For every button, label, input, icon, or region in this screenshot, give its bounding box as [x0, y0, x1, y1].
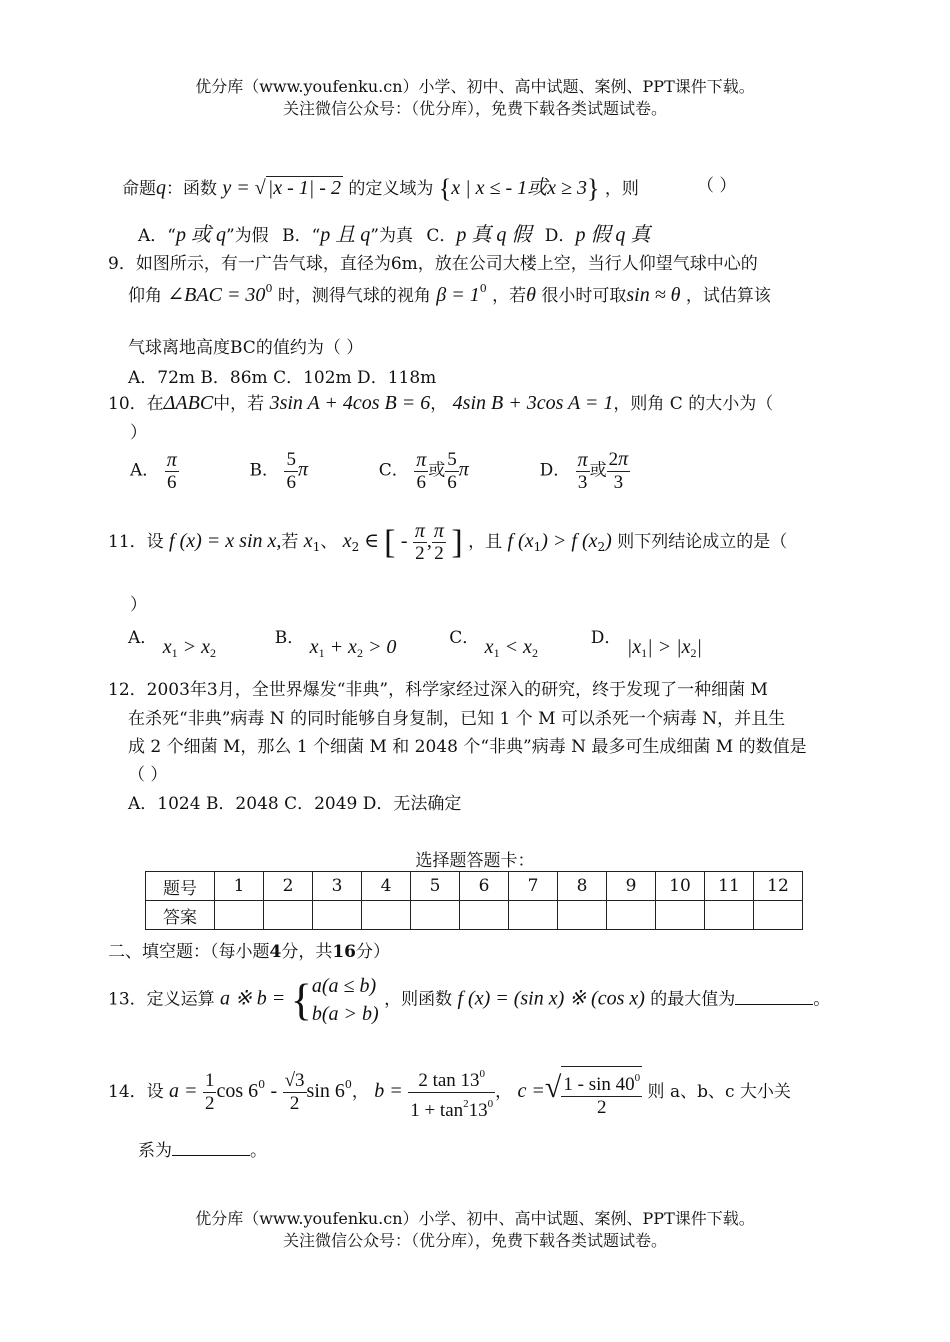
question-10-line-1: 10．在ΔABC中，若 3sin A + 4cos B = 6， 4sin B + 3cos A = 1，则角 C 的大小为（	[108, 392, 774, 414]
question-9-line-1: 9．如图所示，有一广告气球，直径为6m，放在公司大楼上空，当行人仰望气球中心的	[108, 254, 758, 274]
answer-cell[interactable]	[607, 901, 656, 930]
option-d-label: D．	[539, 460, 571, 481]
answer-card-number: 9	[607, 872, 656, 901]
section-2-heading: 二、填空题：（每小题4分，共16分）	[108, 942, 391, 962]
question-9-line-2: 仰角 ∠BAC = $30^0$ 时，测得气球的视角 $\beta = 1^0$ ，若θ 很小时可取sin ≈ θ ，试估算该	[128, 282, 771, 306]
answer-cell[interactable]	[754, 901, 803, 930]
question-12-options: A．1024 B．2048 C．2049 D．无法确定	[128, 794, 462, 814]
question-11-line-1: 11．设 f (x) = x sin x,若 $x_1$、 $x_2$ ∈ [ - $\frac{\pi}{2}$ , $\frac{\pi}{2}$ ] ，且 f $(x_1) > f$ $(x_2)$ 则下列结论成立的是（	[108, 520, 788, 564]
answer-cell[interactable]	[656, 901, 705, 930]
question-8-stem: 命题q：函数 y = √ |x - 1| - 2 的定义域为 {x | x ≤ - 1或x ≥ 3} ，则	[122, 174, 639, 203]
question-14-line-2: 系为 。	[138, 1136, 267, 1161]
answer-cell[interactable]	[558, 901, 607, 930]
question-12-line-4: （ ）	[128, 765, 168, 785]
option-c-label: C．	[378, 460, 409, 481]
answer-card-number: 2	[264, 872, 313, 901]
answer-card-number: 10	[656, 872, 705, 901]
answer-card-number: 12	[754, 872, 803, 901]
answer-card-number: 6	[460, 872, 509, 901]
option-b-label: B．	[249, 460, 280, 481]
answer-card-number: 8	[558, 872, 607, 901]
question-13: 13．定义运算 a ※ b = { a(a ≤ b) b(a > b) ，则函数 f (x) = (sin x) ※ (cos x) 的最大值为 。	[108, 975, 831, 1025]
answer-card-number: 1	[215, 872, 264, 901]
answer-cell[interactable]	[264, 901, 313, 930]
header-line-2: 关注微信公众号：（优分库），免费下载各类试题试卷。	[282, 99, 667, 118]
answer-cell[interactable]	[705, 901, 754, 930]
header-line-1: 优分库（www.youfenku.cn）小学、初中、高中试题、案例、PPT课件下载。	[195, 77, 755, 96]
answer-card-table	[145, 871, 803, 930]
footer-line-2: 关注微信公众号：（优分库），免费下载各类试题试卷。	[282, 1231, 667, 1250]
answer-cell[interactable]	[509, 901, 558, 930]
answer-cell[interactable]	[313, 901, 362, 930]
answer-card-number: 11	[705, 872, 754, 901]
footer-line-1: 优分库（www.youfenku.cn）小学、初中、高中试题、案例、PPT课件下载。	[195, 1209, 755, 1228]
answer-cell[interactable]	[411, 901, 460, 930]
answer-card-number: 5	[411, 872, 460, 901]
question-8-options: A．“p 或 q”为假 B．“p 且 q”为真 C．p 真 q 假 D．p 假 q 真	[138, 224, 651, 246]
answer-card-number-row	[146, 872, 803, 901]
question-9-line-3: 气球离地高度BC的值约为（ ）	[128, 338, 364, 358]
option-a-label: A．	[130, 460, 160, 481]
question-12-line-3: 成 2 个细菌 M，那么 1 个细菌 M 和 2048 个“非典”病毒 N 最多可生成细菌 M 的数值是	[128, 737, 807, 757]
question-12-line-2: 在杀死“非典”病毒 N 的同时能够自身复制，已知 1 个 M 可以杀死一个病毒 N，并且生	[128, 709, 786, 729]
answer-card-row-label: 题号	[146, 872, 215, 901]
answer-card-answer-row	[146, 901, 803, 930]
question-10-line-2: ）	[130, 423, 147, 443]
question-11-line-2: ）	[130, 595, 147, 615]
answer-cell[interactable]	[460, 901, 509, 930]
answer-card-title: 选择题答题卡：	[415, 851, 535, 871]
question-12-line-1: 12．2003年3月，全世界爆发“非典”，科学家经过深入的研究，终于发现了一种细菌 M	[108, 680, 768, 700]
question-8-paren: （ ）	[697, 176, 737, 196]
question-9-options: A．72m B．86m C．102m D．118m	[128, 368, 437, 388]
answer-blank-13[interactable]	[735, 986, 813, 1005]
answer-card-number: 3	[313, 872, 362, 901]
question-10-options: A． $\frac{\pi}{6}$ B． $\frac{5}{6}$ π C． $\frac{\pi}{6}$ 或 $\frac{5}{6}$ π D． $\frac{\pi}{3}$ 或 $\frac{2\pi}{3}$	[130, 448, 629, 493]
answer-card-number: 4	[362, 872, 411, 901]
answer-cell[interactable]	[362, 901, 411, 930]
answer-blank-14[interactable]	[172, 1137, 250, 1156]
answer-card-row-label: 答案	[146, 901, 215, 930]
question-11-options: A． $x_1 > x_2$ B． $x_1 + x_2 > 0$ C． $x_1 < x_2$ D． $|x_1| > |x_2|$	[128, 628, 703, 660]
answer-cell[interactable]	[215, 901, 264, 930]
answer-card-number: 7	[509, 872, 558, 901]
question-14-line-1: 14．设 a = $\frac{1}{2}$ $\cos 6^0$ - $\frac{√3}{2}$ $\sin 6^0$， b = $\frac{2 \tan 13^0}{1 + \tan^213^0}$ ， c =√ $\frac{1 - \sin 40^0}{2}$ 则 a、b、c 大小关	[108, 1063, 791, 1122]
